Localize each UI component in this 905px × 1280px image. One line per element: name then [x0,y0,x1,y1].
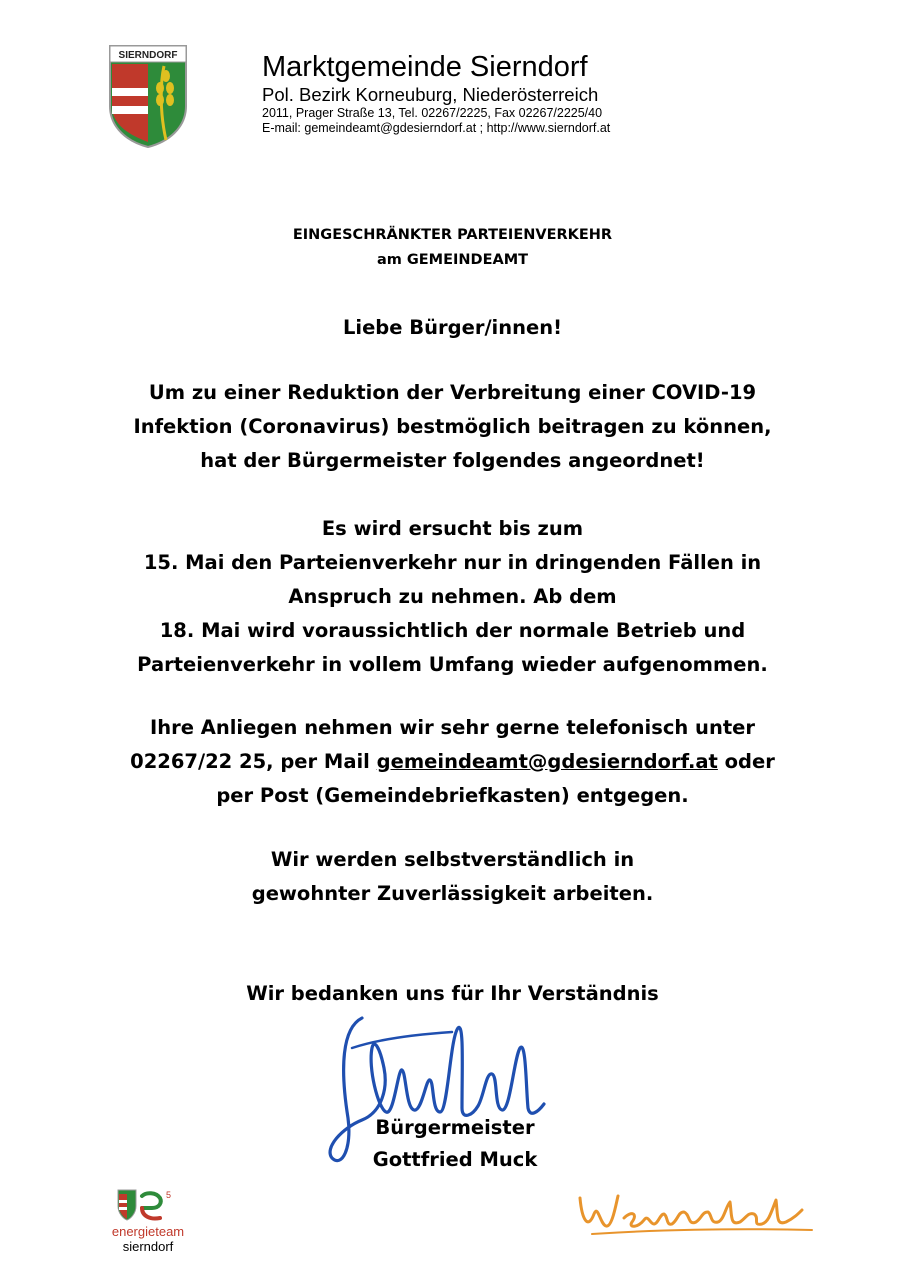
paragraph-2-line: Anspruch zu nehmen. Ab dem [288,585,617,608]
weinviertel-logo [572,1180,832,1240]
paragraph-3 [40,711,865,813]
paragraph-1-line: Infektion (Coronavirus) bestmöglich beitragen zu können, [133,415,772,438]
energieteam-logo [116,1188,186,1222]
contact-line: E-mail: gemeindeamt@gdesierndorf.at ; http://www.sierndorf.at [262,121,611,135]
municipality-crest-logo [108,44,188,148]
paragraph-1 [40,376,865,478]
energieteam-name: energieteam [111,1224,185,1239]
energieteam-superscript: 5 [166,1190,172,1200]
paragraph-4-line: gewohnter Zuverlässigkeit arbeiten. [251,882,654,905]
signatory-role: Bürgermeister [375,1116,535,1139]
email-link[interactable]: gemeindeamt@gdesierndorf.at [376,750,718,773]
phone-text: 02267/22 25, per Mail [130,750,377,773]
letterhead [262,50,692,136]
paragraph-3-line [40,745,865,779]
paragraph-1-line: Um zu einer Reduktion der Verbreitung einer COVID-19 [148,381,757,404]
closing-line: Wir bedanken uns für Ihr Verständnis [246,982,659,1005]
salutation: Liebe Bürger/innen! [342,316,563,339]
paragraph-3-line: Ihre Anliegen nehmen wir sehr gerne telefonisch unter [150,716,755,739]
address-line: 2011, Prager Straße 13, Tel. 02267/2225, Fax 02267/2225/40 [262,106,603,120]
energieteam-place: sierndorf [122,1239,174,1254]
svg-text:SIERNDORF: SIERNDORF [118,50,178,61]
paragraph-2-line: 18. Mai wird voraussichtlich der normale Betrieb und [159,619,746,642]
paragraph-2-line: Parteienverkehr in vollem Umfang wieder aufgenommen. [137,653,768,676]
paragraph-4-line: Wir werden selbstverständlich in [270,848,635,871]
paragraph-2 [40,512,865,682]
notice-title [40,223,865,273]
notice-title-line-1: EINGESCHRÄNKTER PARTEIENVERKEHR [292,227,613,243]
district-line: Pol. Bezirk Korneuburg, Niederösterreich [262,84,599,105]
municipality-name: Marktgemeinde Sierndorf [262,51,588,83]
energieteam-logo-block [108,1188,208,1260]
paragraph-4 [40,843,865,911]
paragraph-3-line: per Post (Gemeindebriefkasten) entgegen. [216,784,689,807]
paragraph-2-line: Es wird ersucht bis zum [321,517,584,540]
or-text: oder [717,750,775,773]
notice-title-line-2: am GEMEINDEAMT [376,252,529,268]
paragraph-1-line: hat der Bürgermeister folgendes angeordnet! [200,449,705,472]
paragraph-2-line: 15. Mai den Parteienverkehr nur in dringenden Fällen in [143,551,762,574]
signatory-name: Gottfried Muck [372,1148,538,1171]
signatory-block [360,1112,550,1176]
